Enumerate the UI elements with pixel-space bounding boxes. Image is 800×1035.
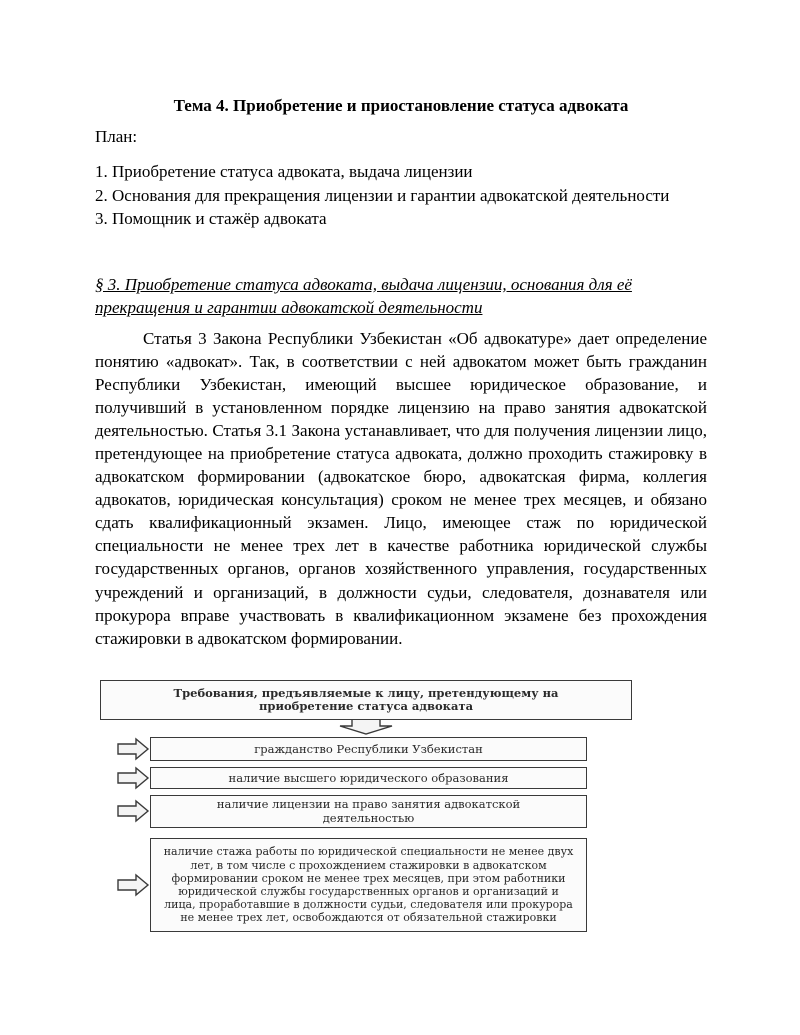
requirement-text: наличие лицензии на право занятия адвокатской деятельностью xyxy=(216,797,521,825)
right-arrow-icon xyxy=(118,739,148,759)
down-arrow-icon xyxy=(340,720,392,734)
plan-label: План: xyxy=(95,127,138,146)
requirement-text: гражданство Республики Узбекистан xyxy=(254,742,483,756)
page-title: Тема 4. Приобретение и приостановление статуса адвоката xyxy=(173,96,629,115)
requirement-text: наличие высшего юридического образования xyxy=(228,771,509,785)
diagram-header-box xyxy=(100,680,632,720)
body-paragraph: Статья 3 Закона Республики Узбекистан «Об адвокатуре» дает определение понятию «адвокат». Так, в соответствии с ней адвокатом может быть гражданин Республики Узбекистан, имеющий высшее юридическое образование, и получивший в установленном порядке лицензию на право занятия адвокатской деятельностью. Статья 3.1 Закона устанавливает, что для получения лицензии лицо, претендующее на приобретение статуса адвоката, должно проходить стажировку в адвокатском формировании (адвокатское бюро, адвокатская фирма, коллегия адвокатов, юридическая консультация) сроком не менее трех месяцев, и обязано сдать квалификационный экзамен. Лицо, имеющее стаж по юридической специальности не менее трех лет в качестве работника юридической службы государственных органов, органов хозяйственного управления, государственных учреждений и организаций, в должности судьи, следователя, дознавателя или прокурора вправе участвовать в квалификационном экзамене без прохождения стажировки в адвокатском формировании. xyxy=(95,329,707,648)
plan-item: 3. Помощник и стажёр адвоката xyxy=(95,209,327,228)
right-arrow-icon xyxy=(118,875,148,895)
requirement-box xyxy=(150,838,587,932)
requirement-text: наличие стажа работы по юридической специальности не менее двух лет, в том числе с прохождением стажировки в адвокатском формировании сроком не менее трех месяцев, при этом работники юридической службы государственных органов и организаций и лица, проработавшие в должности судьи, следователя или прокурора не менее трех лет, освобождаются от обязательной стажировки xyxy=(163,845,574,925)
plan-item: 1. Приобретение статуса адвоката, выдача лицензии xyxy=(95,162,473,181)
section-heading: § 3. Приобретение статуса адвоката, выдача лицензии, основания для её прекращения и гарантии адвокатской деятельности xyxy=(95,275,632,317)
right-arrow-icon xyxy=(118,768,148,788)
plan-item: 2. Основания для прекращения лицензии и гарантии адвокатской деятельности xyxy=(95,185,670,205)
right-arrow-icon xyxy=(118,801,148,821)
diagram-header-text: Требования, предъявляемые к лицу, претендующему на приобретение статуса адвоката xyxy=(173,686,559,713)
requirement-box xyxy=(150,737,587,761)
requirement-box xyxy=(150,795,587,828)
requirement-box xyxy=(150,767,587,789)
plan-list xyxy=(95,160,707,231)
